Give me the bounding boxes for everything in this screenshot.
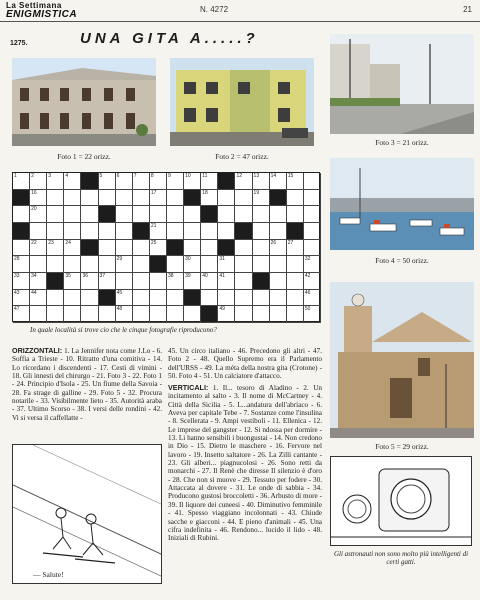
grid-cell[interactable] [47, 290, 64, 307]
grid-cell[interactable] [99, 173, 116, 190]
grid-cell-number: 40 [202, 273, 208, 279]
grid-cell[interactable] [64, 273, 81, 290]
grid-cell[interactable] [13, 206, 30, 223]
grid-cell-number: 26 [270, 239, 277, 246]
grid-black-cell [218, 240, 235, 257]
grid-black-cell [99, 290, 116, 307]
grid-cell[interactable] [47, 173, 64, 190]
grid-cell[interactable] [184, 273, 201, 290]
grid-black-cell [270, 190, 287, 207]
grid-cell[interactable] [30, 256, 47, 273]
grid-cell[interactable] [81, 290, 98, 307]
grid-cell[interactable] [167, 306, 184, 323]
grid-black-cell [47, 273, 64, 290]
grid-cell[interactable] [270, 273, 287, 290]
grid-cell-number: 39 [185, 273, 191, 279]
grid-cell[interactable] [150, 306, 167, 323]
grid-cell-number: 35 [65, 273, 71, 279]
grid-cell[interactable] [64, 256, 81, 273]
grid-cell[interactable] [116, 290, 133, 307]
grid-cell[interactable] [99, 223, 116, 240]
grid-cell[interactable] [201, 240, 218, 257]
grid-cell[interactable] [304, 190, 321, 207]
grid-cell[interactable] [201, 223, 218, 240]
grid-cell-number: 33 [14, 273, 20, 279]
grid-cell[interactable] [235, 173, 252, 190]
grid-cell[interactable] [167, 273, 184, 290]
grid-cell[interactable] [47, 206, 64, 223]
grid-cell-number: 32 [304, 256, 311, 263]
photo-4-caption: Foto 4 = 50 orizz. [375, 256, 429, 265]
photo-5 [330, 282, 474, 438]
grid-cell[interactable] [133, 173, 150, 190]
grid-cell-number: 30 [185, 256, 191, 263]
grid-cell[interactable] [235, 190, 252, 207]
skiers-cartoon [12, 444, 162, 584]
grid-cell[interactable] [287, 190, 304, 207]
astronaut-cartoon [330, 456, 472, 546]
grid-cell[interactable] [64, 240, 81, 257]
skiers-drawing [13, 445, 162, 584]
skiers-caption: — Salute! [33, 570, 64, 579]
photo-1 [12, 58, 156, 146]
puzzle-number: 1275. [10, 40, 28, 47]
grid-black-cell [201, 206, 218, 223]
grid-cell[interactable] [13, 273, 30, 290]
grid-black-cell [13, 223, 30, 240]
grid-cell[interactable] [218, 306, 235, 323]
grid-cell-number: 1 [14, 173, 17, 179]
grid-cell[interactable] [81, 306, 98, 323]
grid-cell[interactable] [30, 306, 47, 323]
grid-cell[interactable] [253, 306, 270, 323]
astronaut-drawing [331, 457, 472, 546]
grid-black-cell [184, 190, 201, 207]
grid-cell[interactable] [304, 206, 321, 223]
grid-black-cell [201, 306, 218, 323]
grid-cell[interactable] [133, 206, 150, 223]
grid-cell-number: 27 [287, 239, 294, 246]
grid-cell[interactable] [99, 273, 116, 290]
grid-cell[interactable] [81, 256, 98, 273]
grid-cell-number: 24 [65, 239, 71, 246]
grid-cell-number: 13 [253, 173, 260, 179]
grid-cell[interactable] [99, 190, 116, 207]
grid-cell-number: 21 [150, 223, 157, 229]
photo-3-image [330, 34, 474, 134]
grid-cell[interactable] [253, 240, 270, 257]
grid-cell[interactable] [253, 206, 270, 223]
grid-cell[interactable] [30, 273, 47, 290]
grid-cell[interactable] [304, 256, 321, 273]
grid-cell[interactable] [287, 273, 304, 290]
grid-cell[interactable] [64, 173, 81, 190]
grid-cell[interactable] [150, 273, 167, 290]
grid-cell[interactable] [81, 190, 98, 207]
grid-cell[interactable] [270, 206, 287, 223]
grid-cell[interactable] [150, 206, 167, 223]
grid-cell-number: 10 [185, 173, 191, 179]
grid-cell[interactable] [201, 256, 218, 273]
grid-cell[interactable] [116, 240, 133, 257]
grid-cell-number: 42 [304, 273, 311, 279]
grid-cell[interactable] [287, 206, 304, 223]
grid-cell[interactable] [30, 173, 47, 190]
grid-cell[interactable] [167, 206, 184, 223]
vertical-clues-text: 1. Il... tesoro di Aladino - 2. Un incitamento al salto - 3. Il nome di McCartney - 4. Città della Sicilia - 5. L...andatura dell'abriaco - 6. Aveva per capitale Tebe - 7. Sostanze come l'insulina - 8. Scellerata - 9. Ampi vestiboli - 11. Ellenica - 12. Le imprese del gangster - 12. Si ndossa per dormire - 13. Li hanno sensibili i buongustai - 14. Non credono in Dio - 15. Dietro le maschere - 16. Fervore nel lavoro - 19. Insetto saltatore - 26. La Zilli cantante - 23. Gli alberi... piagnucolosi - 26. Sono retti da monarchi - 27. Il Renè che diresse Il silenzio è d'oro - 28. Che non si muove - 29. Tessuto per fodere - 30. Attaccata al dovere - 31. Le onde di sabbia - 34. Producono gustosi broccoletti - 36. Arbusto di more - 39. Il liquore dei cuneesi - 40. Diminutivo femminile - 41. Spesso viaggiano incolonnati - 43. Chiude sacche e giacconi - 44. E pieno d'animali - 45. Una cifra indefinita - 46. Rendono... lucido il lido - 48. Iniziali di Rubini. [168, 384, 322, 543]
grid-cell[interactable] [64, 290, 81, 307]
grid-cell[interactable] [253, 223, 270, 240]
grid-cell[interactable] [116, 273, 133, 290]
grid-cell[interactable] [218, 223, 235, 240]
grid-cell-number: 18 [202, 189, 208, 196]
grid-cell[interactable] [99, 256, 116, 273]
grid-black-cell [235, 223, 252, 240]
grid-cell-number: 11 [202, 173, 208, 179]
grid-cell[interactable] [304, 273, 321, 290]
grid-cell[interactable] [287, 173, 304, 190]
grid-cell-number: 15 [287, 173, 294, 179]
grid-cell[interactable] [47, 306, 64, 323]
grid-cell[interactable] [133, 290, 150, 307]
grid-cell[interactable] [253, 190, 270, 207]
grid-black-cell [184, 290, 201, 307]
grid-cell[interactable] [218, 273, 235, 290]
grid-black-cell [81, 173, 98, 190]
grid-black-cell [287, 223, 304, 240]
grid-cell[interactable] [184, 206, 201, 223]
grid-cell-number: 9 [168, 173, 171, 179]
page-header [0, 0, 480, 22]
grid-cell-number: 41 [219, 273, 225, 279]
grid-cell-number: 46 [304, 289, 311, 296]
grid-cell[interactable] [184, 306, 201, 323]
grid-cell[interactable] [201, 273, 218, 290]
grid-cell[interactable] [116, 256, 133, 273]
grid-cell[interactable] [270, 256, 287, 273]
grid-cell-number: 12 [236, 173, 242, 179]
grid-cell[interactable] [150, 223, 167, 240]
grid-cell-number: 23 [48, 239, 54, 246]
photo-5-image [330, 282, 474, 438]
grid-cell[interactable] [270, 240, 287, 257]
grid-cell[interactable] [287, 290, 304, 307]
grid-cell[interactable] [184, 173, 201, 190]
grid-cell[interactable] [133, 273, 150, 290]
grid-cell-number: 48 [116, 306, 123, 313]
grid-cell[interactable] [30, 290, 47, 307]
grid-cell[interactable] [99, 240, 116, 257]
photo-2-image [170, 58, 314, 146]
puzzle-title: UNA GITA A.....? [80, 30, 259, 47]
grid-cell[interactable] [167, 290, 184, 307]
grid-cell[interactable] [184, 256, 201, 273]
grid-cell[interactable] [116, 173, 133, 190]
grid-cell-number: 3 [48, 173, 51, 179]
grid-black-cell [133, 223, 150, 240]
grid-cell[interactable] [304, 223, 321, 240]
crossword-grid [12, 172, 320, 322]
horizontal-heading: ORIZZONTALI: [12, 347, 63, 355]
photo-4 [330, 158, 474, 250]
vertical-heading: VERTICALI: [168, 384, 209, 392]
grid-black-cell [150, 256, 167, 273]
grid-cell[interactable] [64, 190, 81, 207]
grid-cell[interactable] [133, 256, 150, 273]
grid-cell[interactable] [270, 173, 287, 190]
grid-cell-number: 14 [270, 173, 277, 179]
grid-cell-number: 7 [133, 173, 137, 179]
grid-black-cell [99, 206, 116, 223]
grid-cell-number: 20 [31, 206, 37, 213]
issue-number: N. 4272 [200, 5, 229, 14]
grid-cell[interactable] [235, 206, 252, 223]
grid-cell-number: 5 [99, 173, 103, 179]
astronaut-caption: Gli astronauti non sono molto più intelligenti di certi gatti. [333, 550, 469, 566]
grid-cell[interactable] [167, 256, 184, 273]
clues-horizontal [12, 347, 162, 441]
grid-cell[interactable] [304, 290, 321, 307]
photo-1-caption: Foto 1 = 22 orizz. [57, 152, 111, 161]
magazine-logo: La Settimana ENIGMISTICA [6, 1, 78, 20]
grid-cell-number: 37 [99, 273, 106, 279]
grid-cell[interactable] [253, 256, 270, 273]
grid-cell[interactable] [235, 306, 252, 323]
grid-cell[interactable] [81, 273, 98, 290]
grid-cell[interactable] [47, 223, 64, 240]
grid-cell[interactable] [287, 240, 304, 257]
grid-cell[interactable] [47, 256, 64, 273]
grid-cell-number: 22 [31, 239, 37, 246]
grid-cell[interactable] [150, 173, 167, 190]
grid-cell-number: 28 [14, 256, 20, 263]
grid-black-cell [218, 173, 235, 190]
grid-cell-number: 47 [14, 306, 20, 313]
grid-cell[interactable] [133, 190, 150, 207]
horizontal-clues-text: 1. La Jennifer nota come J.Lo - 6. Soffia a Trieste - 10. Ritratto d'una comitiva - 14. Lo ricordano i discendenti - 17. Cesti di vimini - 18. Gli innesti del chirurgo - 21. Foto 3 - 22. Foto 1 - 24. Principio d'Isola - 25. Un fiume della Savoia - 28. Fa strage di galline - 29. Foto 5 - 32. Procura notarile - 33. Visibilmente lieto - 35. Autorità araba - 37. Ultimo Scorso - 38. I versi delle rondini - 42. Vi si versa il caffellatte - [12, 347, 162, 422]
grid-cell-number: 31 [219, 256, 225, 263]
grid-cell[interactable] [287, 256, 304, 273]
grid-cell-number: 29 [116, 256, 123, 263]
clues-vertical [168, 384, 322, 592]
grid-cell-number: 19 [253, 189, 260, 196]
grid-cell[interactable] [13, 256, 30, 273]
grid-cell-number: 8 [150, 173, 154, 179]
grid-cell[interactable] [116, 223, 133, 240]
grid-cell[interactable] [64, 306, 81, 323]
grid-cell[interactable] [116, 190, 133, 207]
grid-cell[interactable] [270, 290, 287, 307]
photo-3 [330, 34, 474, 134]
grid-cell[interactable] [201, 290, 218, 307]
photo-3-caption: Foto 3 = 21 orizz. [375, 138, 429, 147]
photo-2-caption: Foto 2 = 47 orizz. [215, 152, 269, 161]
grid-cell-number: 49 [219, 306, 225, 313]
grid-cell[interactable] [13, 173, 30, 190]
grid-cell[interactable] [235, 256, 252, 273]
grid-cell-number: 36 [82, 273, 88, 279]
grid-cell[interactable] [64, 206, 81, 223]
photo-2 [170, 58, 314, 146]
grid-cell[interactable] [150, 190, 167, 207]
grid-cell[interactable] [287, 306, 304, 323]
grid-cell-number: 17 [150, 189, 157, 196]
grid-cell[interactable] [13, 240, 30, 257]
grid-cell[interactable] [218, 190, 235, 207]
grid-cell[interactable] [235, 290, 252, 307]
grid-cell-number: 2 [31, 173, 34, 179]
grid-cell[interactable] [116, 306, 133, 323]
grid-cell[interactable] [218, 290, 235, 307]
grid-cell[interactable] [81, 223, 98, 240]
photo-5-caption: Foto 5 = 29 orizz. [375, 442, 429, 451]
grid-cell-number: 38 [168, 273, 174, 279]
grid-cell[interactable] [30, 206, 47, 223]
grid-cell[interactable] [304, 173, 321, 190]
grid-cell[interactable] [235, 273, 252, 290]
grid-cell[interactable] [235, 240, 252, 257]
clues-horizontal-cont: 45. Un circo italiano - 46. Precedono gli altri - 47. Foto 2 - 48. Quello Supremo era il Parlamento dell'URSS - 49. La méta della nostra gita (Crotone) - 50. Foto 4 - 51. Un calciatore d'attacco. [168, 347, 322, 381]
grid-cell[interactable] [30, 190, 47, 207]
grid-cell-number: 50 [304, 306, 311, 313]
grid-cell-number: 43 [14, 289, 20, 296]
grid-cell[interactable] [167, 173, 184, 190]
grid-cell[interactable] [167, 223, 184, 240]
grid-cell[interactable] [30, 223, 47, 240]
grid-cell-number: 44 [31, 289, 37, 296]
grid-cell[interactable] [184, 240, 201, 257]
grid-cell[interactable] [133, 306, 150, 323]
grid-caption: In quale località si trove cio che le cinque fotografie riproducono? [30, 326, 217, 334]
grid-cell[interactable] [304, 306, 321, 323]
grid-black-cell [13, 190, 30, 207]
grid-cell[interactable] [218, 206, 235, 223]
photo-4-image [330, 158, 474, 250]
grid-black-cell [81, 240, 98, 257]
grid-cell[interactable] [150, 290, 167, 307]
grid-cell[interactable] [270, 223, 287, 240]
grid-cell[interactable] [47, 190, 64, 207]
grid-cell[interactable] [304, 240, 321, 257]
page-number: 21 [463, 5, 472, 14]
grid-cell[interactable] [30, 240, 47, 257]
grid-cell[interactable] [218, 256, 235, 273]
grid-cell[interactable] [150, 240, 167, 257]
grid-cell[interactable] [133, 240, 150, 257]
grid-cell-number: 6 [116, 173, 120, 179]
grid-black-cell [167, 240, 184, 257]
grid-cell[interactable] [81, 206, 98, 223]
grid-cell[interactable] [201, 173, 218, 190]
grid-black-cell [253, 273, 270, 290]
grid-cell-number: 25 [150, 239, 157, 246]
grid-cell-number: 45 [116, 289, 123, 296]
grid-cell-number: 16 [31, 189, 37, 196]
grid-cell[interactable] [270, 306, 287, 323]
grid-cell[interactable] [116, 206, 133, 223]
grid-cell[interactable] [99, 306, 116, 323]
grid-cell[interactable] [64, 223, 81, 240]
photo-1-image [12, 58, 156, 146]
grid-cell[interactable] [13, 306, 30, 323]
grid-cell[interactable] [253, 290, 270, 307]
grid-cell[interactable] [201, 190, 218, 207]
grid-cell-number: 4 [65, 173, 69, 179]
grid-cell[interactable] [167, 190, 184, 207]
grid-cell[interactable] [253, 173, 270, 190]
grid-cell[interactable] [184, 223, 201, 240]
grid-cell-number: 34 [31, 273, 37, 279]
grid-cell[interactable] [13, 290, 30, 307]
grid-cell[interactable] [47, 240, 64, 257]
